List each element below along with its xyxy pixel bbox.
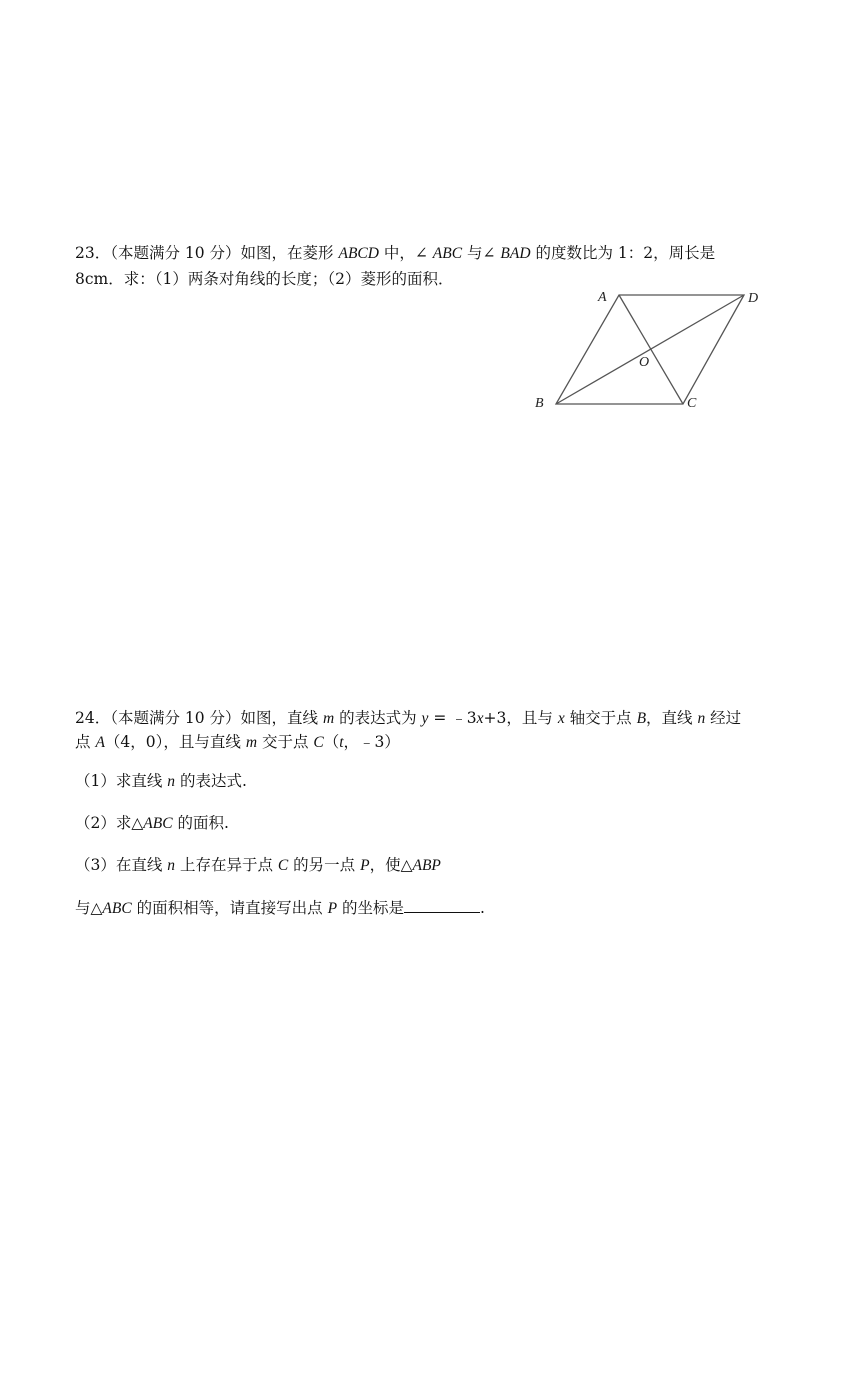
math-var: t [339,734,344,751]
math-var: BAD [500,245,531,262]
diagonal-bd [556,295,744,404]
text: 的坐标是 [337,899,404,917]
math-var: n [697,710,706,727]
text: 的面积. [172,814,229,832]
text: 轴交于点 [564,709,637,727]
math-var: ABC [102,900,132,917]
text: 交于点 [257,733,314,751]
text: 中，∠ [378,244,433,262]
text: 上存在异于点 [175,856,278,874]
text: 23．（本题满分 10 分）如图，在菱形 [75,244,339,262]
text: 的表达式. [175,772,247,790]
q24-part3-cont [75,897,485,920]
label-b: B [535,396,544,411]
math-var: P [327,900,338,917]
text: 的表达式为 [334,709,422,727]
label-c: C [687,396,697,411]
text: （4，0），且与直线 [104,733,246,751]
label-d: D [748,291,759,306]
math-var: C [277,857,289,874]
text: 的面积相等，请直接写出点 [131,899,328,917]
q23-line2: 8cm．求：（1）两条对角线的长度；（2）菱形的面积． [75,270,454,288]
text: 的度数比为 1：2，周长是 [530,244,716,262]
text: = ﹣3 [428,709,477,727]
answer-blank[interactable] [404,897,480,913]
math-var: ABC [143,815,173,832]
text: +3，且与 [483,709,558,727]
q24-part1 [75,770,247,793]
text: ，直线 [646,709,698,727]
text: 的另一点 [288,856,361,874]
text: 点 [75,733,96,751]
rhombus-lines [556,295,744,404]
text: （ [323,733,340,751]
math-var: ABCD [338,245,379,262]
math-var: x [557,710,565,727]
text: ，﹣3） [343,733,400,751]
math-var: n [167,857,176,874]
text: 与∠ [462,244,501,262]
q24-line2 [75,731,400,754]
math-var: x [476,710,484,727]
math-var: y [421,710,429,727]
text: ，使△ [369,856,413,874]
math-var: n [167,773,176,790]
text: （3）在直线 [75,856,168,874]
math-var: m [245,734,258,751]
text: （2）求△ [75,814,144,832]
math-var: ABP [412,857,441,874]
math-var: m [322,710,335,727]
q23-line1 [75,242,715,265]
text: . [479,899,485,917]
math-var: P [360,857,370,874]
text: 经过 [705,709,742,727]
q24-line1 [75,707,741,730]
math-var: C [313,734,324,751]
rhombus-figure [530,282,770,412]
q24-part3 [75,854,441,877]
text: 24．（本题满分 10 分）如图，直线 [75,709,323,727]
math-var: ABC [432,245,463,262]
label-o: O [639,355,650,370]
math-var: B [636,710,647,727]
text: （1）求直线 [75,772,168,790]
text: 与△ [75,899,103,917]
math-var: A [95,734,105,751]
label-a: A [598,290,607,305]
q24-part2 [75,812,229,835]
